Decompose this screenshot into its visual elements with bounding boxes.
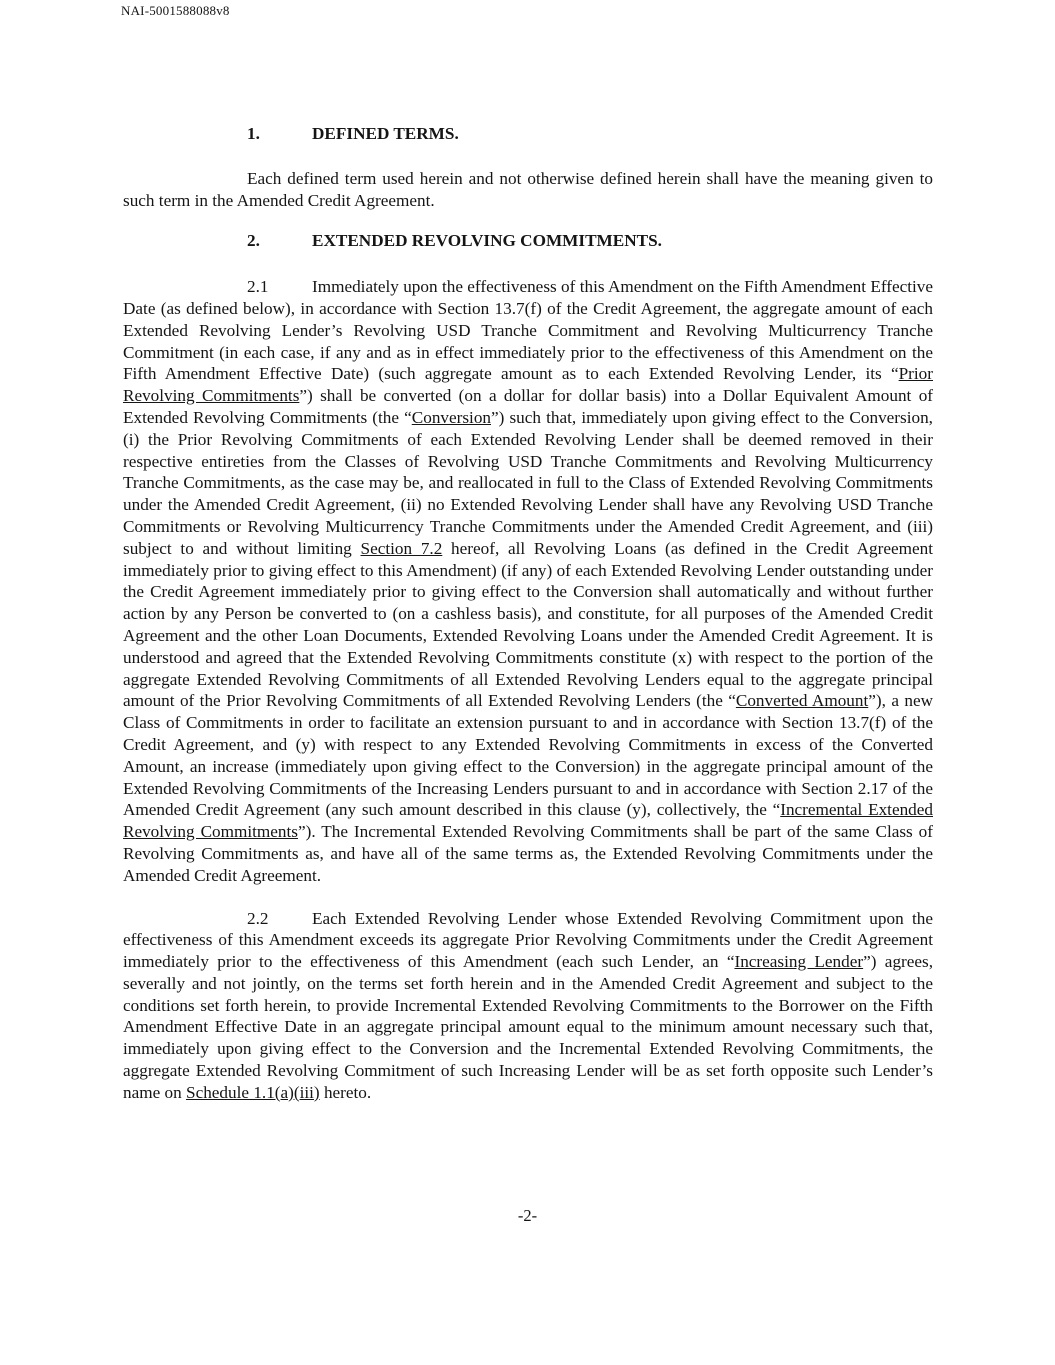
document-id-stamp: NAI-5001588088v8 [121,3,230,18]
section-number: 1. [247,124,260,143]
text-run: ”) agrees, severally and not jointly, on the terms set forth herein and in the Amended Credit Agreement and subject to the conditions set forth herein, to provide Incremental Extended Revolving Commitments to the Borrower on the Fifth Amendment Effective Date in an aggregate principal amount equal to the minimum amount necessary such that, immediately upon giving effect to the Conversion and the Incremental Extended Revolving Commitments, the aggregate Extended Revolving Commitment of such Increasing Lender will be as set forth opposite such Lender’s name on [123,952,933,1102]
section-heading-extended-revolving-commitments [123,230,933,252]
paragraph-number: 2.2 [247,908,269,928]
paragraph-text [123,277,933,885]
defined-term: Increasing Lender [734,952,864,972]
text-run: ”) such that, immediately upon giving effect to the Conversion, (i) the Prior Revolving Commitments of each Extended Revolving Lender shall be deemed removed in their respective entireties from the Classes of Revolving USD Tranche Commitments and Revolving Multicurrency Tranche Commitments, as the case may be, and reallocated in full to the Class of Extended Revolving Commitments under the Amended Credit Agreement, (ii) no Extended Revolving Lender shall have any Revolving USD Tranche Commitments or Revolving Multicurrency Tranche Commitments under the Amended Credit Agreement, and (iii) subject to and without limiting [123,407,933,558]
page-number: -2- [517,1206,538,1225]
paragraph-text [123,909,933,1102]
text-run: Each defined term used herein and not otherwise defined herein shall have the meaning given to such term in the Amended Credit Agreement. [123,168,933,210]
defined-term: Conversion [411,407,492,427]
section-number: 2. [247,231,260,251]
section-heading-defined-terms [123,123,933,145]
defined-term: Converted Amount [735,691,869,711]
section-title: EXTENDED REVOLVING COMMITMENTS. [312,231,662,251]
text-run: Each Extended Revolving Lender whose Extended Revolving Commitment upon the effectiveness of this Amendment exceeds its aggregate Prior Revolving Commitments under the Credit Agreement immediately prior to the effectiveness of this Amendment (each such Lender, an “ [123,908,933,972]
section-title: DEFINED TERMS. [312,124,459,143]
paragraph-defined-terms-body [123,168,933,212]
defined-term: Prior Revolving Commitments [123,364,933,406]
paragraph-number: 2.1 [247,277,269,297]
defined-term: Incremental Extended Revolving Commitments [123,800,933,842]
text-run: ”), a new Class of Commitments in order to facilitate an extension pursuant to and in accordance with Section 13.7(f) of the Credit Agreement, and (y) with respect to any Extended Revolving Commitments in excess of the Converted Amount, an increase (immediately upon giving effect to the Conversion) in the aggregate principal amount of the Extended Revolving Commitments of the Increasing Lenders pursuant to and in accordance with Section 2.17 of the Amended Credit Agreement (any such amount described in this clause (y), collectively, the “ [123,691,934,820]
defined-term: Schedule 1.1(a)(iii) [186,1082,320,1102]
text-run: ”). The Incremental Extended Revolving Commitments shall be part of the same Class of Revolving Commitments as, and have all of the same terms as, the Extended Revolving Commitments under the Amended Credit Agreement. [123,822,933,885]
defined-term: Section 7.2 [360,538,443,558]
text-run: Immediately upon the effectiveness of this Amendment on the Fifth Amendment Effective Date (as defined below), in accordance with Section 13.7(f) of the Credit Agreement, the aggregate amount of each Extended Revolving Lender’s Revolving USD Tranche Commitment and Revolving Multicurrency Tranche Commitment (in each case, if any and as in effect immediately prior to the effectiveness of this Amendment on the Fifth Amendment Effective Date) (such aggregate amount as to each Extended Revolving Lender, its “ [123,277,933,384]
paragraph-text [123,169,933,210]
paragraph-2-1 [123,276,933,886]
text-run: hereof, all Revolving Loans (as defined in the Credit Agreement immediately prior to giving effect to this Amendment) (if any) of each Extended Revolving Lender outstanding under the Credit Agreement immediately prior to giving effect to the Conversion shall automatically and without further action by any Person be converted to (on a cashless basis), and constitute, for all purposes of the Amended Credit Agreement and the other Loan Documents, Extended Revolving Loans under the Amended Credit Agreement. It is understood and agreed that the Extended Revolving Commitments constitute (x) with respect to the portion of the aggregate Extended Revolving Commitments of all Extended Revolving Lenders equal to the aggregate principal amount of the Prior Revolving Commitments of all Extended Revolving Lenders (the “ [123,538,933,711]
paragraph-2-2 [123,908,933,1104]
text-run: ”) shall be converted (on a dollar for dollar basis) into a Dollar Equivalent Amount of Extended Revolving Commitments (the “ [123,386,934,427]
text-run: hereto. [319,1082,372,1102]
